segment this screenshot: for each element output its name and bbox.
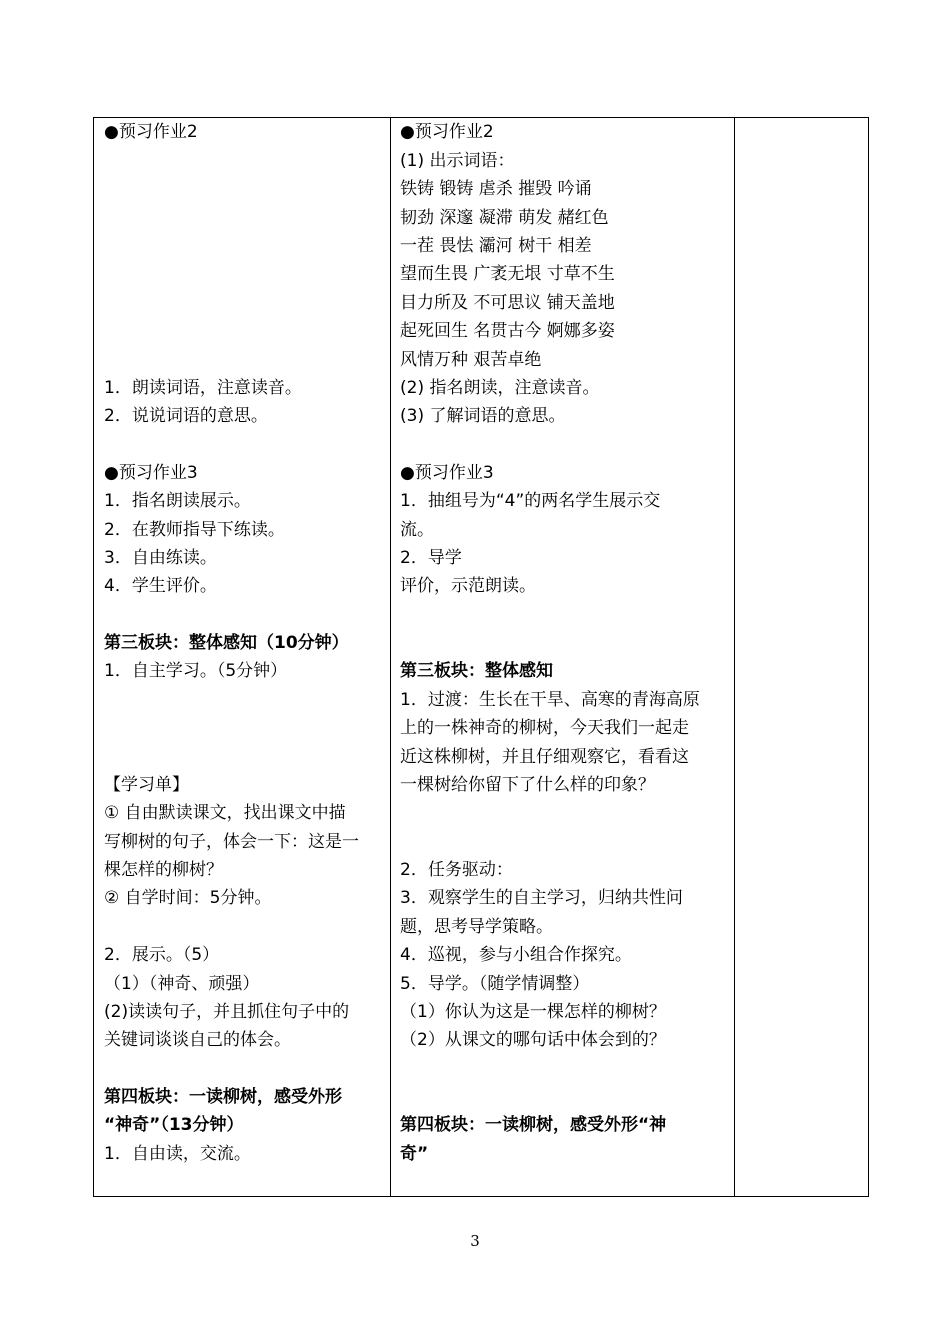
text-line: ② 自学时间：5分钟。 xyxy=(104,888,272,908)
section-heading: “神奇”（13分钟） xyxy=(104,1115,244,1135)
text-line: 评价，示范朗读。 xyxy=(400,576,536,596)
text-line: 4．学生评价。 xyxy=(104,576,217,596)
text-line: 1．自主学习。（5分钟） xyxy=(104,661,288,681)
text-line: 目力所及 不可思议 铺天盖地 xyxy=(400,293,615,313)
text-line: 近这株柳树，并且仔细观察它，看看这 xyxy=(400,747,689,767)
column-divider xyxy=(390,118,391,1196)
text-line: 【学习单】 xyxy=(104,775,189,795)
page-number: 3 xyxy=(470,1232,480,1250)
text-line: ●预习作业2 xyxy=(400,122,494,142)
text-line: 1．过渡：生长在干旱、高寒的青海高原 xyxy=(400,690,700,710)
text-line: (2)读读句子，并且抓住句子中的 xyxy=(104,1002,350,1022)
text-line: 起死回生 名贯古今 婀娜多姿 xyxy=(400,321,615,341)
text-line: ●预习作业3 xyxy=(400,463,494,483)
text-line: (3) 了解词语的意思。 xyxy=(400,406,566,426)
text-line: 2．在教师指导下练读。 xyxy=(104,520,285,540)
text-line: 2．说说词语的意思。 xyxy=(104,406,268,426)
section-heading: 第四板块：一读柳树，感受外形“神 xyxy=(400,1115,667,1135)
text-line: (2) 指名朗读，注意读音。 xyxy=(400,378,600,398)
section-heading: 奇” xyxy=(400,1144,429,1164)
text-line: （1）（神奇、顽强） xyxy=(104,974,260,994)
text-line: 棵怎样的柳树？ xyxy=(104,860,223,880)
text-line: (1) 出示词语： xyxy=(400,151,515,171)
text-line: 2．展示。（5） xyxy=(104,945,220,965)
text-line: 1．抽组号为“4”的两名学生展示交 xyxy=(400,491,661,511)
text-line: 一棵树给你留下了什么样的印象？ xyxy=(400,775,655,795)
text-line: 韧劲 深邃 凝滞 萌发 赭红色 xyxy=(400,208,609,228)
text-line: （1）你认为这是一棵怎样的柳树？ xyxy=(400,1002,666,1022)
text-line: ① 自由默读课文，找出课文中描 xyxy=(104,803,346,823)
text-line: 上的一株神奇的柳树，今天我们一起走 xyxy=(400,718,689,738)
text-line: （2）从课文的哪句话中体会到的？ xyxy=(400,1030,666,1050)
text-line: 2．导学 xyxy=(400,548,462,568)
text-line: 1．朗读词语，注意读音。 xyxy=(104,378,302,398)
lesson-plan-table xyxy=(93,117,869,1197)
text-line: 题，思考导学策略。 xyxy=(400,917,553,937)
text-line: 一茬 畏怯 灞河 树干 相差 xyxy=(400,236,592,256)
section-heading: 第四板块：一读柳树，感受外形 xyxy=(104,1087,342,1107)
text-line: 3．自由练读。 xyxy=(104,548,217,568)
section-heading: 第三板块：整体感知 xyxy=(400,661,553,681)
text-line: 流。 xyxy=(400,520,434,540)
text-line: 2．任务驱动： xyxy=(400,860,513,880)
text-line: 5．导学。（随学情调整） xyxy=(400,974,590,994)
text-line: 写柳树的句子，体会一下：这是一 xyxy=(104,832,359,852)
text-line: 1．指名朗读展示。 xyxy=(104,491,251,511)
text-line: 望而生畏 广袤无垠 寸草不生 xyxy=(400,264,615,284)
text-line: ●预习作业3 xyxy=(104,463,198,483)
text-line: 3．观察学生的自主学习，归纳共性问 xyxy=(400,888,683,908)
section-heading: 第三板块：整体感知（10分钟） xyxy=(104,633,349,653)
text-line: 4．巡视，参与小组合作探究。 xyxy=(400,945,632,965)
text-line: 1．自由读，交流。 xyxy=(104,1144,251,1164)
notes-column xyxy=(735,118,869,1196)
text-line: 风情万种 艰苦卓绝 xyxy=(400,350,542,370)
text-line: ●预习作业2 xyxy=(104,122,198,142)
text-line: 关键词谈谈自己的体会。 xyxy=(104,1030,291,1050)
text-line: 铁铸 锻铸 虐杀 摧毁 吟诵 xyxy=(400,179,592,199)
